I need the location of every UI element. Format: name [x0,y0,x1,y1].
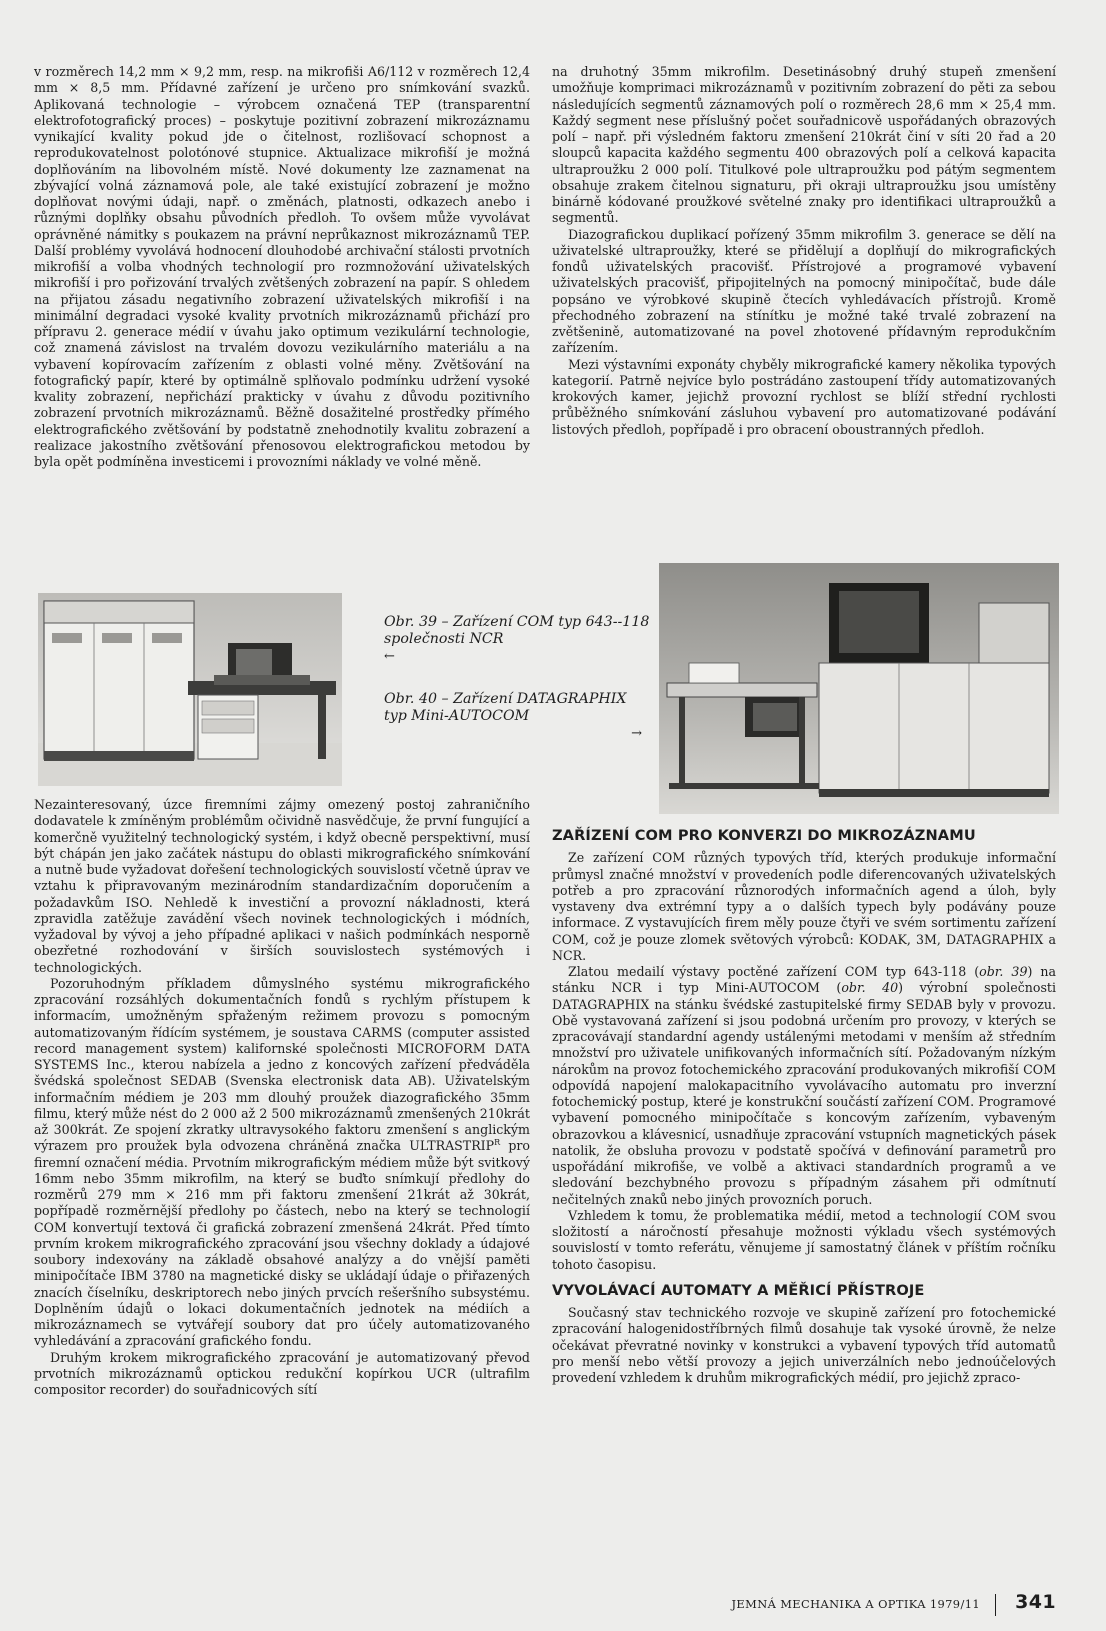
footer-divider [995,1594,997,1616]
figure-39-caption [384,614,652,665]
section-heading-com: ZAŘÍZENÍ COM PRO KONVERZI DO MIKROZÁZNAMU [552,827,976,844]
paragraph: na druhotný 35mm mikrofilm. Desetinásobný druhý stupeň zmenšení umožňuje komprimaci mikrozáznamů v pozitivním zobrazení do pěti za sebou následujících segmentů záznamových polí o rozměrech 28,6 mm × 25,4 mm. Každý segment nese příslušný počet souřadnicově uspořádaných obrazových polí – např. při výsledném faktoru zmenšení 210krát činí v síti 20 řad a 20 sloupců kapacita každého segmentu 400 obrazových polí a celková kapacita ultraproužku 2 000 polí. Titulkové pole ultraproužku pod pátým segmentem obsahuje zrakem čitelnou signaturu, při okraji ultraproužku jsou umístěny binárně kódované proužkové světelné znaky pro identifikaci ultraproužků a segmentů. [552,64,1056,226]
figure-40-photo [659,563,1059,814]
paragraph: Vzhledem k tomu, že problematika médií, metod a technologií COM svou složitostí a náročností přesahuje možnosti výkladu všech systémových souvislostí v tomto referátu, věnujeme jí samostatný článek v příštím ročníku tohoto časopisu. [552,1207,1056,1272]
paragraph-text: ) na stánku NCR i typ Mini-AUTOCOM ( [552,964,1056,996]
paragraph: Současný stav technického rozvoje ve skupině zařízení pro fotochemické zpracování halogenidostříbrných filmů dosahuje tak vysoké úrovně, že nelze očekávat převratné novinky v konstrukci a vybavení typových tříd automatů pro menší nebo větší provozy a jejich univerzálních nebo jednoúčelových provedení vzhledem k druhům mikrografických médií, pro jejichž zpraco- [552,1305,1056,1385]
paragraph: Nezainteresovaný, úzce firemními zájmy omezený postoj zahraničního dodavatele k zmíněným problémům očividně nasvědčuje, že první fungující a komerčně využitelný technologický systém, i když obecně perspektivní, musí být chápán jen jako začátek nástupu do oblasti mikrografického snímkování a nutně bude vyžadovat dořešení technologických souvislostí včetně úprav ve vztahu k připravovaným mezinárodním standardizačním doporučením a požadavkům ISO. Nehledě k investiční a provozní nákladnosti, která zpravidla zatěžuje zavádění všech novinek technologických i módních, vyžadoval by vývoj a jeho případné aplikaci v našich podmínkách nesporně obezřetné rozhodování v širších souvislostech systémových i technologických. [34,797,530,975]
paragraph: Mezi výstavními exponáty chyběly mikrografické kamery několika typových kategorií. Patrně nejvíce bylo postrádáno zastoupení třídy automatizovaných krokových kamer, jejichž provozní rychlost se blíží střední rychlosti průběžného snímkování zásluhou vybavení pro automatizované podávání listových předloh, popřípadě i pro obracení oboustranných předloh. [552,356,1056,437]
figure-reference: obr. 39 [979,964,1028,979]
page-footer [700,1591,1056,1614]
caption-text: Obr. 39 – Zařízení COM typ 643--118 společnosti NCR [384,614,650,647]
paragraph: v rozměrech 14,2 mm × 9,2 mm, resp. na mikrofiši A6/112 v rozměrech 12,4 mm × 8,5 mm. Přídavné zařízení je určeno pro snímkování svazků. Aplikovaná technologie – výrobcem označená TEP (transparentní elektrofotografický proces) – poskytuje pozitivní zobrazení mikrozáznamu vynikající kvality pokud jde o čitelnost, rozlišovací schopnost a reprodukovatelnost polotónové stupnice. Aktualizace mikrofiší je možná doplňováním na libovolném místě. Nové dokumenty lze zaznamenat na zbývající volná záznamová pole, ale také existující zobrazení je možno doplňovat novými údaji, např. o změnách, platnosti, odkazech anebo i různými doplňky obsahu původních předloh. To ovšem může vyvolávat oprávněné námitky s poukazem na právní neprůkaznost mikrozáznamů TEP. Další problémy vyvolává hodnocení dlouhodobé archivační stálosti prvotních mikrofiší a volba vhodných technologií pro rozmnožování uživatelských mikrofiší i pro pořizování trvalých zvětšených zobrazení na papír. S ohledem na přijatou zásadu negativního zobrazení uživatelských mikrofiší i na minimální degradaci vysoké kvality prvotních mikrozáznamů přichází pro přípravu 2. generace médií v úvahu jako optimum vezikulární technologie, což znamená závislost na trvalém dovozu vezikulárního materiálu a na vybavení kopírovacím zařízením z oblasti volné měny. Zvětšování na fotografický papír, které by optimálně splňovalo podmínku udržení vysoké kvality zobrazení, nepřichází prakticky v úvahu z důvodu pozitivního zobrazení prvotních mikrozáznamů. Běžně dosažitelné prostředky přímého elektrografického zvětšování by podstatně znehodnotily kvalitu zobrazení a realizace jakostního zvětšování přenosovou elektrografickou metodou by byla opět podmíněna investicemi i provozními náklady ve volné měně. [34,64,530,469]
column-top-left [34,64,530,470]
paragraph [34,976,530,1350]
registered-mark: R [494,1138,501,1148]
figure-reference: obr. 40 [841,980,899,996]
journal-title: JEMNÁ MECHANIKA A OPTIKA 1979/11 [731,1597,980,1611]
paragraph-text: ) výrobní společnosti DATAGRAPHIX na stánku švédské zastupitelské firmy SEDAB byly v provozu. Obě vystavovaná zařízení si jsou podobná určením pro provozy, v kterých se zpracovávají standardní agendy ustálenými metodami v menším až středním množství pro uživatele unifikovaných informačních sítí. Požadovaným nízkým nárokům na provoz fotochemického zpracování produkovaných mikrofiší COM odpovídá napojení malokapacitního vyvolávacího automatu pro inverzní fotochemický postup, které je konstrukční součástí zařízení COM. Programové vybavení pomocného minipočítače s koncovým zařízením, vybaveným obrazovkou a klávesnicí, usnadňuje zpracování vstupních magnetických pásek natolik, že obsluha provozu v podstatě spočívá v definování parametrů pro uspořádání mikrofiše, ve volbě a aktivaci standardních programů a ve sledování bezchybného provozu s případným zásahem při odmítnutí nečitelných znaků nebo jiných provozních poruch. [552,980,1057,1207]
column-bottom-left [34,797,530,1398]
arrow-left-icon: ← [384,649,395,664]
column-top-right [552,64,1056,438]
section-heading-automaty: VYVOLÁVACÍ AUTOMATY A MĚŘICÍ PŘÍSTROJE [552,1281,925,1299]
paragraph: Ze zařízení COM různých typových tříd, kterých produkuje informační průmysl značné množství v provedeních podle diferencovaných uživatelských potřeb a pro zpracování různorodých informačních agend a úloh, byly vystaveny dva extrémní typy a o dalších typech byly podávány pouze informace. Z vystavujících firem měly pouze čtyři ve svém sortimentu zařízení COM, což je pouze zlomek světových výrobců: KODAK, 3M, DATAGRAPHIX a NCR. [552,850,1056,963]
paragraph-text: Zlatou medailí výstavy poctěné zařízení COM typ 643-118 ( [568,964,980,979]
arrow-right-icon: → [631,726,642,741]
paragraph-text: pro firemní označení média. Prvotním mikrografickým médiem může být svitkový 16mm nebo 35mm mikrofilm, na který se buďto snímkují předlohy do rozměrů 279 mm × 216 mm při faktoru zmenšení 21krát až 30krát, popřípadě rozměrnější předlohy po částech, nebo na který se technologií COM konvertují textová či grafická zobrazení zmenšená 24krát. Před tímto prvním krokem mikrografického zpracování jsou všechny doklady a údajové soubory indexovány na základě obsahové analýzy a do vnější paměti minipočítače IBM 3780 na magnetické disky se ukládají údaje o přiřazených znacích číselníku, deskriptorech nebo jiných prvcích rešeršního subsystému. Doplněním údajů o lokaci dokumentačních jednotek na médiích a mikrozáznamech se vytvářejí soubory dat pro účely automatizovaného vyhledávání a zpracování grafického fondu. [34,1138,531,1349]
captions [384,614,652,742]
column-bottom-right [552,828,1056,1386]
paragraph: Druhým krokem mikrografického zpracování je automatizovaný převod prvotních mikrozáznamů optickou redukční kopírkou UCR (ultrafilm compositor recorder) do souřadnicových sítí [34,1349,530,1397]
caption-text: Obr. 40 – Zařízení DATAGRAPHIX typ Mini-AUTOCOM [384,691,627,724]
paragraph-text: Pozoruhodným příkladem důmyslného systému mikrografického zpracování rozsáhlých dokumentačních fondů s rychlým přístupem k informacím, umožněným spřaženým režimem provozu s pomocným automatizovaným řídícím systémem, je soustava CARMS (computer assisted record management system) kalifornské společnosti MICROFORM DATA SYSTEMS Inc., kterou nabízela a jedno z koncových zařízení předváděla švédská společnost SEDAB (Svenska electronisk data AB). Uživatelským informačním médiem je 203 mm dlouhý proužek diazografického 35mm filmu, který může nést do 2 000 až 2 500 mikrozáznamů zmenšených 210krát až 300krát. Ze spojení zkratky ultravysokého faktoru zmenšení s anglickým výrazem pro proužek byla odvozena chráněná značka ULTRASTRIP [34,975,530,1154]
paragraph [552,964,1056,1208]
figure-40-caption [384,691,652,742]
paragraph: Diazografickou duplikací pořízený 35mm mikrofilm 3. generace se dělí na uživatelské ultraproužky, které se přidělují a doplňují do mikrografických fondů uživatelských pracovišť. Přístrojové a programové vybavení uživatelských pracovišť, připojitelných na pomocný minipočítač, bude dále popsáno ve výrobkové skupině čtecích vyhledávacích přístrojů. Kromě přechodného zobrazení na stínítku je možné také trvalé zobrazení na zvětšenině, automatizované na povel zhotovené přídavným reprodukčním zařízením. [552,226,1056,356]
figure-39-photo [38,593,342,786]
page-number: 341 [1015,1591,1056,1613]
